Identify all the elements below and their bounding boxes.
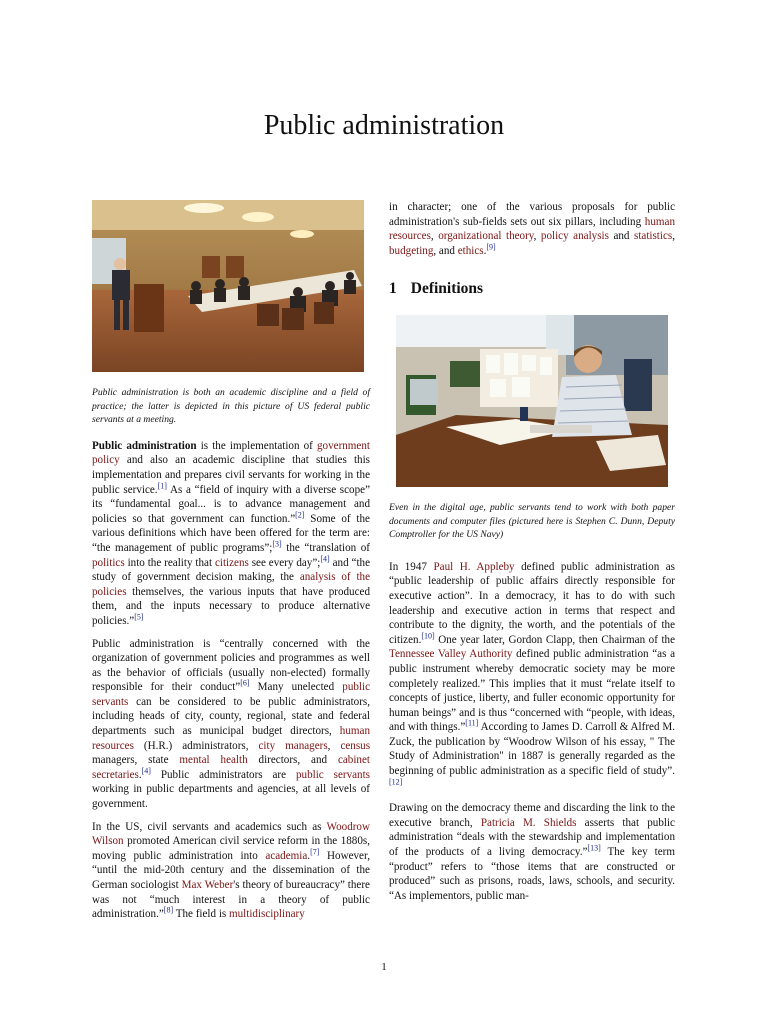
paragraph: In 1947 Paul H. Appleby defined public administration as “public leadership of public affairs directly responsible for executive action”. In a democracy, it has to do with such leadership and executive action in terms that respect and contribute to the dignity, the worth, and the potentials of the citizen.[10] One year later, Gordon Clapp, then Chairman of the Tennessee Valley Authority defined public administration “as a public instrument whereby democratic society may be more completely realized.” This implies that it must “relate itself to concepts of justice, liberty, and fuller economic opportunity for human beings” and is thus “concerned with “people, with ideas, and with things.”[11] According to James D. Carroll & Alfred M. Zuck, the publication by “Woodrow Wilson of his essay, " The Study of Administration" in 1887 is generally regarded as the beginning of public administration as a specific field of study”.[12] (389, 560, 675, 786)
link-public-servants-2[interactable]: public servants (295, 768, 370, 781)
link-max-weber[interactable]: Max Weber (181, 879, 234, 891)
link-statistics[interactable]: statistics (634, 230, 673, 243)
figure-caption-office: Even in the digital age, public servants tend to work with both paper documents and computer files (pictured here is Stephen C. Dunn, Deputy Comptroller for the US Navy) (389, 501, 675, 541)
citation-link[interactable]: [5] (134, 612, 144, 622)
office-photo (396, 315, 668, 487)
link-patricia-shields[interactable]: Patricia M. Shields (480, 816, 577, 829)
citation-link[interactable]: [2] (295, 510, 305, 520)
paragraph: Public administration is “centrally concerned with the organization of government policies and programmes as well as the behavior of officials (usually non-elected) formally responsible for their conduct”[6] Many unelected public servants can be considered to be public administrators, including heads of city, county, regional, state and federal departments such as municipal budget directors, human resources (H.R.) administrators, city managers, census managers, state mental health directors, and cabinet secretaries.[4] Public administrators are public servants working in public departments and agencies, at all levels of government. (92, 637, 371, 811)
link-city-managers[interactable]: city managers (258, 739, 328, 752)
link-politics[interactable]: politics (92, 556, 125, 569)
link-organizational-theory[interactable]: organizational theory (438, 230, 534, 243)
link-paul-appleby[interactable]: Paul H. Appleby (433, 560, 515, 573)
citation-link[interactable]: [6] (240, 678, 250, 688)
citation-link[interactable]: [10] (421, 631, 435, 641)
link-human-resources[interactable]: human resources (92, 725, 370, 752)
link-woodrow-wilson[interactable]: Woodrow Wilson (92, 820, 370, 848)
page-title: Public administration (263, 110, 505, 141)
link-human-resources[interactable]: human resources (389, 215, 675, 243)
figure-caption-meeting: Public administration is both an academic discipline and a field of practice; the latter is depicted in this picture of US federal public servants at a meeting. (92, 387, 370, 426)
citation-link[interactable]: [12] (389, 776, 403, 786)
page-number: 1 (381, 961, 387, 973)
citation-link[interactable]: [7] (310, 847, 320, 857)
citation-link[interactable]: [9] (486, 242, 496, 252)
citation-link[interactable]: [4] (320, 553, 330, 563)
meeting-photo (92, 200, 364, 372)
link-government-policy[interactable]: government policy (92, 439, 370, 467)
paragraph: In the US, civil servants and academics such as Woodrow Wilson promoted American civil service reform in the 1880s, moving public administration into academia.[7] However, “until the mid-20th century and the dissemination of the German sociologist Max Weber's theory of bureaucracy” there was not “much interest in a theory of public administration.”[8] The field is multidisciplinary (92, 820, 370, 921)
link-cabinet-secretaries[interactable]: cabinet secretaries (92, 754, 370, 781)
citation-link[interactable]: [4] (141, 766, 151, 776)
link-census[interactable]: census (340, 739, 371, 752)
link-ethics[interactable]: ethics (457, 244, 484, 257)
link-tennessee-valley-authority[interactable]: Tennessee Valley Authority (389, 648, 513, 661)
citation-link[interactable]: [11] (465, 718, 479, 728)
citation-link[interactable]: [1] (157, 480, 167, 490)
left-column (92, 200, 370, 930)
paragraph: Drawing on the democracy theme and discarding the link to the executive branch, Patricia M. Shields asserts that public administration “deals with the stewardship and implementation of the products of a living democracy.”[13] The key term “product” refers to “those items that are constructed or produced” such as prisons, roads, laws, schools, and security. “As implementors, public man- (389, 802, 675, 902)
paragraph: in character; one of the various proposals for public administration's sub-fields sets out six pillars, including human resources, organizational theory, policy analysis and statistics, budgeting, and ethics.[9] (389, 201, 675, 257)
figure-office (389, 315, 675, 542)
citation-link[interactable]: [8] (163, 905, 174, 915)
figure-meeting (92, 200, 370, 427)
citation-link[interactable]: [3] (272, 539, 282, 549)
link-mental-health[interactable]: mental health (179, 754, 248, 767)
link-multidisciplinary[interactable]: multidisciplinary (229, 908, 305, 921)
paragraph: Public administration is the implementation of government policy and also an academic discipline that studies this implementation and prepares civil servants for working in the public service.[1] As a “field of inquiry with a diverse scope” its “fundamental goal... is to advance management and policies so that government can function.”[2] Some of the various definitions which have been offered for the term are: “the management of public programs”;[3] the “translation of politics into the reality that citizens see every day”;[4] and “the study of government decision making, the analysis of the policies themselves, the various inputs that have produced them, and the inputs necessary to produce alternative policies.”[5] (92, 439, 371, 627)
link-academia[interactable]: academia (265, 849, 308, 862)
right-column (389, 200, 675, 911)
link-budgeting[interactable]: budgeting (389, 244, 434, 257)
link-public-servants[interactable]: public servants (92, 681, 371, 708)
link-policy-analysis[interactable]: policy analysis (540, 230, 609, 243)
link-analysis-of-policies[interactable]: analysis of the policies (92, 571, 370, 598)
section-heading: 1 Definitions (389, 280, 484, 298)
citation-link[interactable]: [13] (587, 843, 601, 853)
link-citizens[interactable]: citizens (214, 556, 249, 569)
